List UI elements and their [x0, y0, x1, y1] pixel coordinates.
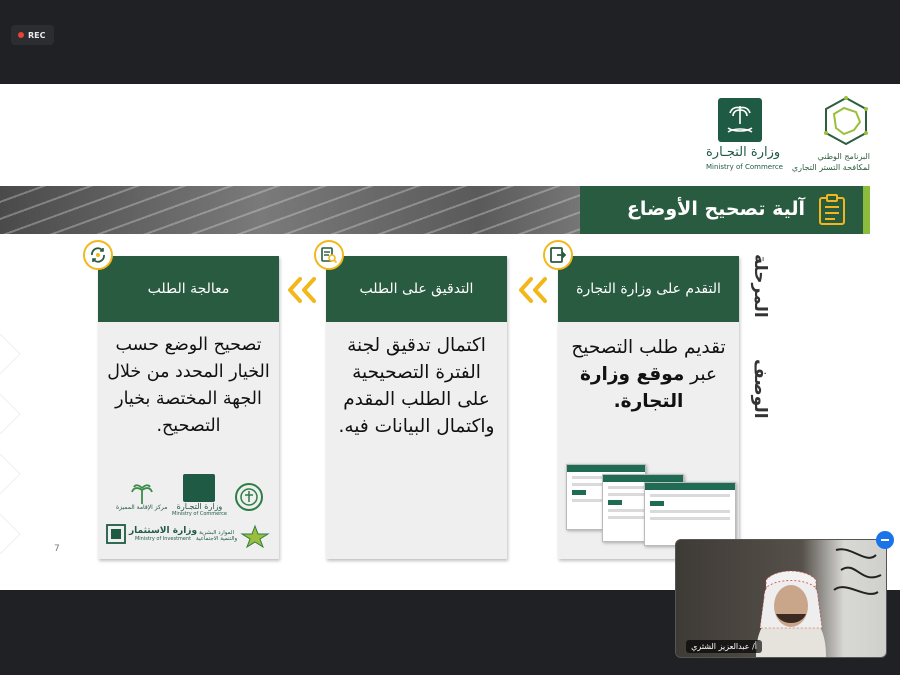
ministry-of-investment-logo: وزارة الاستثمار Ministry of Investment [106, 524, 197, 544]
exit-icon [543, 240, 573, 270]
presentation-slide [0, 84, 900, 590]
recording-label: REC [28, 30, 46, 40]
stage-heading: معالجة الطلب [98, 256, 279, 322]
minus-icon [881, 539, 889, 541]
minimize-video-button[interactable] [876, 531, 894, 549]
ministry-of-commerce-logo [700, 98, 784, 178]
stage-heading: التقدم على وزارة التجارة [558, 256, 739, 322]
human-resources-ministry-logo: الموارد البشرية والتنمية الاجتماعية [196, 524, 270, 548]
saudi-map-logo-icon [820, 96, 872, 148]
palm-swords-emblem-icon [183, 474, 215, 502]
title-accent-strip [863, 186, 870, 234]
row-label-stage: المرحلة [750, 254, 770, 318]
recording-dot-icon [18, 32, 24, 38]
stage-description: تصحيح الوضع حسب الخيار المحدد من خلال الجهة المختصة بخيار التصحيح. [107, 335, 270, 436]
moc-english-name: Ministry of Commerce [706, 163, 783, 171]
stage-card-audit [326, 256, 507, 559]
recording-indicator [11, 25, 54, 45]
palm-tree-icon [129, 482, 155, 504]
anti-concealment-program-logo [791, 96, 886, 176]
slide-title: آلية تصحيح الأوضاع [626, 198, 805, 220]
participant-name-label: أ/ عبدالعزيز الشثري [686, 640, 762, 653]
double-chevron-left-icon [286, 276, 318, 304]
premium-residency-center-logo: مركز الإقامة المميزة [116, 482, 167, 511]
row-label-description: الوصف [750, 359, 770, 419]
stage-description: اكتمال تدقيق لجنة الفترة التصحيحية على الطلب المقدم واكتمال البيانات فيه. [338, 335, 495, 437]
slide-title-box [580, 186, 863, 234]
moc-arabic-name: وزارة التجـارة [706, 145, 781, 160]
stage-heading: التدقيق على الطلب [326, 256, 507, 322]
background-pattern [0, 314, 40, 574]
participant-video-tile[interactable] [675, 539, 887, 658]
stage-description [566, 334, 731, 415]
moc-small-logo: وزارة التجـارة Ministry of Commerce [172, 474, 227, 517]
clipboard-icon [817, 194, 847, 226]
program-name-line2: لمكافحة التستر التجاري [791, 163, 870, 172]
round-seal-icon [234, 482, 264, 512]
document-search-icon [314, 240, 344, 270]
stage-card-submit [558, 256, 739, 559]
slide-page-number: 7 [54, 544, 60, 554]
double-chevron-left-icon [517, 276, 549, 304]
palm-swords-emblem-icon [718, 98, 762, 142]
meeting-top-bar [0, 0, 900, 84]
stage-description-text: تقديم طلب التصحيح عبر [571, 337, 726, 385]
refresh-settings-icon [83, 240, 113, 270]
star-people-icon [240, 524, 270, 548]
interior-ministry-logo [234, 482, 264, 512]
stage-description-bold: موقع وزارة التجارة. [579, 364, 685, 412]
website-screenshot-3 [644, 482, 736, 546]
investment-square-icon [106, 524, 126, 544]
stage-card-processing [98, 256, 279, 559]
program-name-line1: البرنامج الوطني [817, 152, 870, 161]
